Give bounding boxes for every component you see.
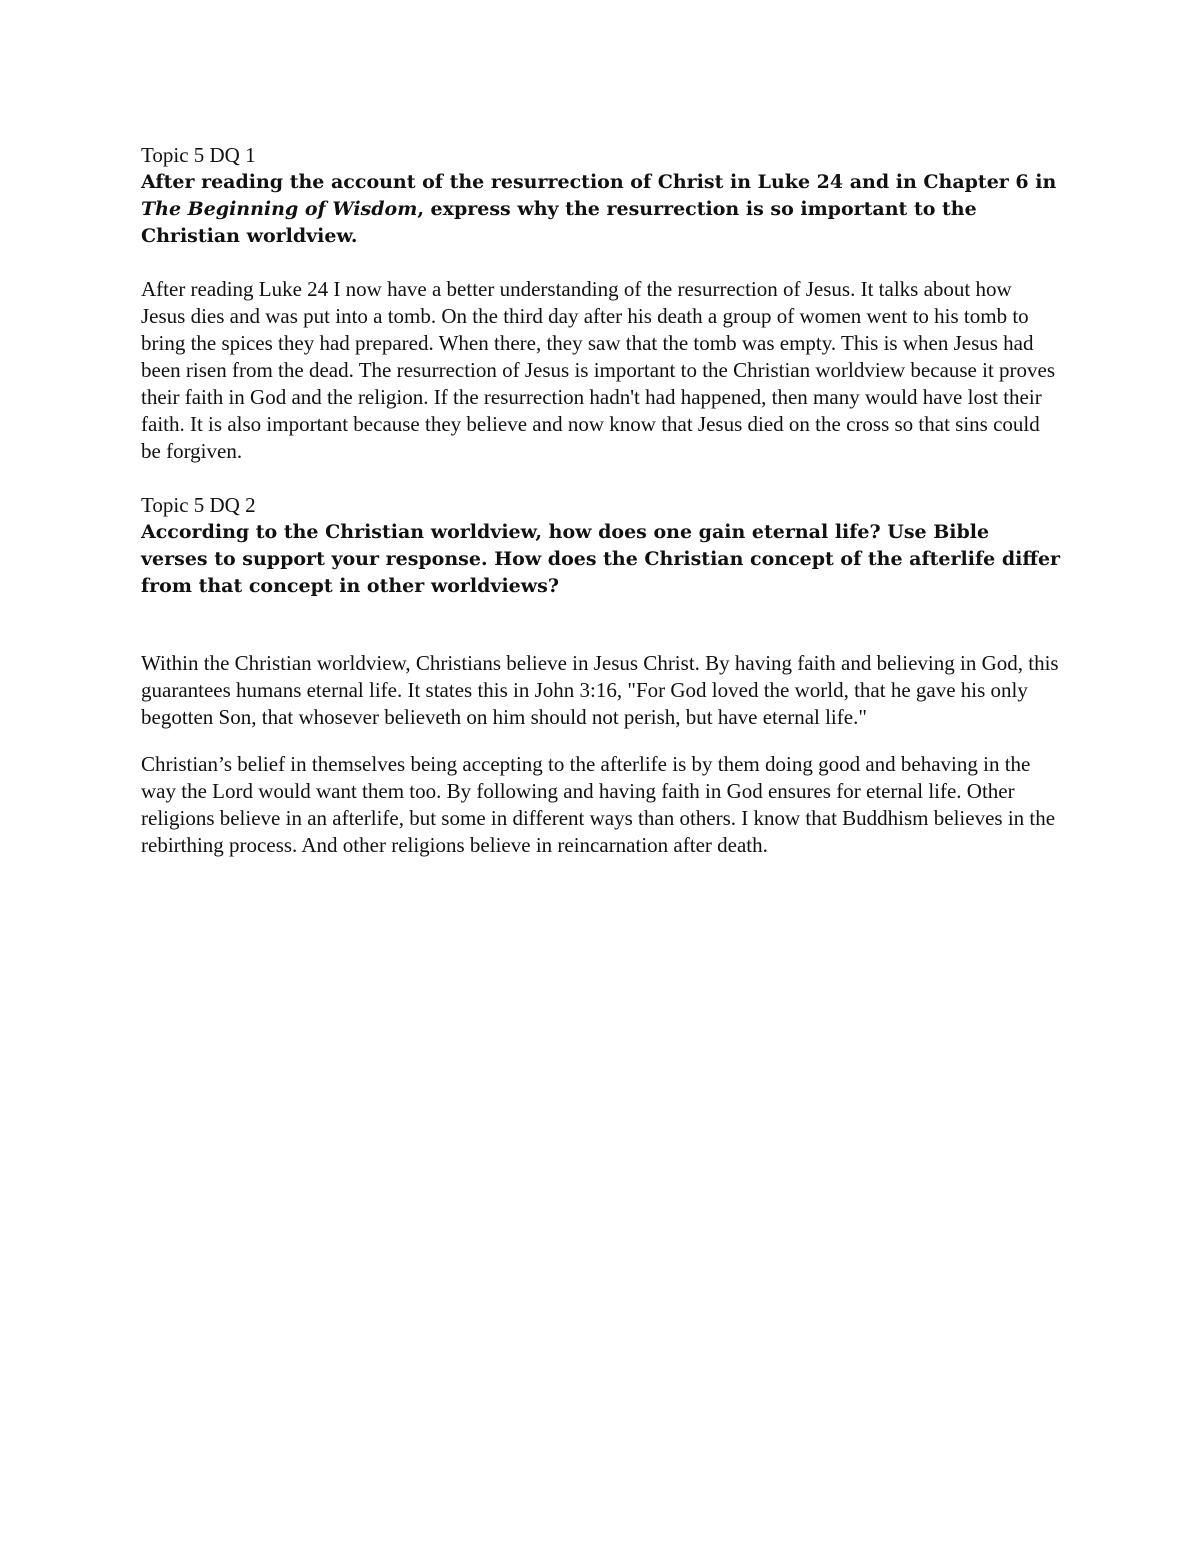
spacer [141, 465, 1061, 492]
dq2-prompt: According to the Christian worldview, how does one gain eternal life? Use Bible verses to support your response. How does the Christian concept of the afterlife differ from that concept in other worldviews? [141, 521, 1061, 597]
dq1-book-title: The Beginning of Wisdom [141, 198, 418, 220]
dq2-response-2: Christian’s belief in themselves being accepting to the afterlife is by them doing good and behaving in the way the Lord would want them too. By following and having faith in God ensures for eternal life. Other religions believe in an afterlife, but some in different ways than others. I know that Buddhism believes in the rebirthing process. And other religions believe in reincarnation after death. [141, 752, 1056, 857]
dq1-prompt [141, 169, 1061, 250]
dq2-response-1: Within the Christian worldview, Christians believe in Jesus Christ. By having faith and believing in God, this guarantees humans eternal life. It states this in John 3:16, "For God loved the world, that he gave his only begotten Son, that whosever believeth on him should not perish, but have eternal life." [141, 651, 1059, 729]
dq1-label: Topic 5 DQ 1 [141, 143, 256, 167]
dq1-response: After reading Luke 24 I now have a better understanding of the resurrection of Jesus. It talks about how Jesus dies and was put into a tomb. On the third day after his death a group of women went to his tomb to bring the spices they had prepared. When there, they saw that the tomb was empty. This is when Jesus had been risen from the dead. The resurrection of Jesus is important to the Christian worldview because it proves their faith in God and the religion. If the resurrection hadn't had happened, then many would have lost their faith. It is also important because they believe and now know that Jesus died on the cross so that sins could be forgiven. [141, 277, 1056, 463]
dq2-label: Topic 5 DQ 2 [141, 493, 256, 517]
dq1-prompt-part1: After reading the account of the resurrection of Christ in Luke 24 and in Chapter 6 in [141, 171, 1057, 193]
spacer [141, 250, 1061, 276]
spacer [141, 731, 1061, 751]
spacer [141, 600, 1061, 650]
dq1-prompt-part2: , express why the resurrection is so important to the Christian worldview. [141, 198, 977, 247]
document-body [141, 142, 1061, 859]
